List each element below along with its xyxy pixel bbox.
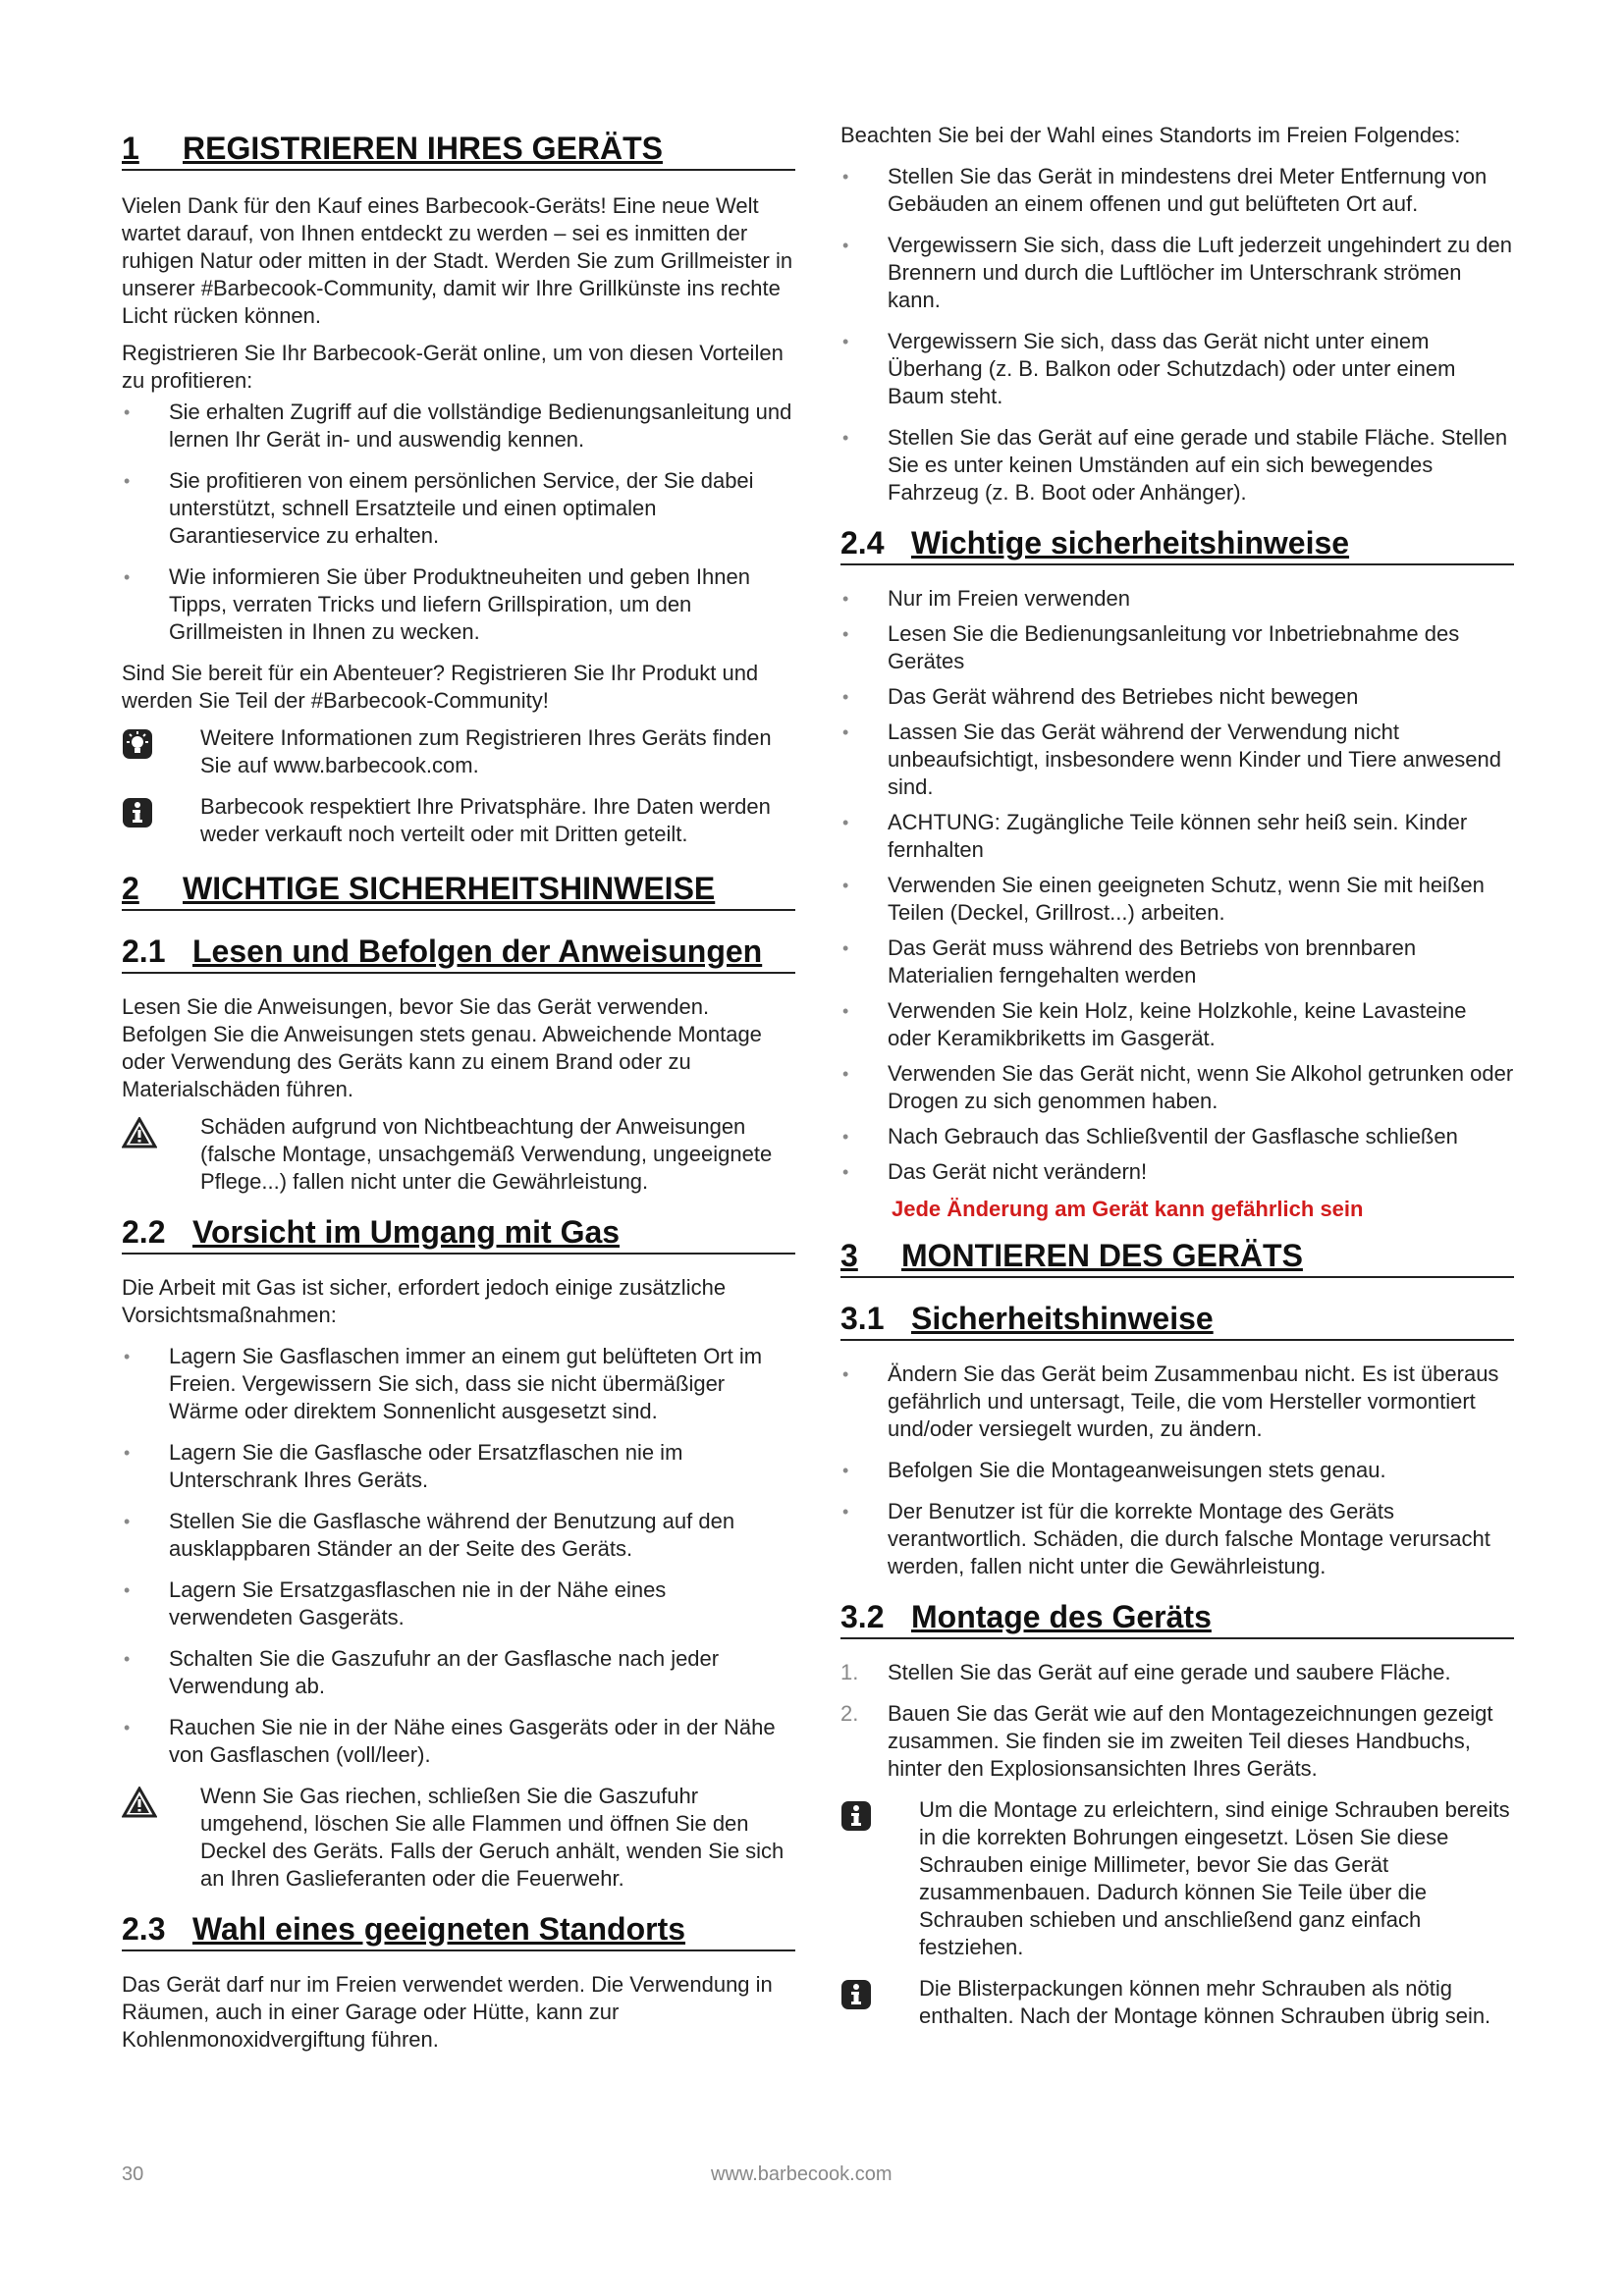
list-item: • Stellen Sie das Gerät in mindestens drei Meter Entfernung von Gebäuden an einem offenen und gut belüfteten Ort auf. bbox=[840, 163, 1514, 218]
list-item: • Ändern Sie das Gerät beim Zusammenbau nicht. Es ist überaus gefährlich und untersagt, Teile, die vom Hersteller vormontiert und/oder versiegelt wurden, zu ändern. bbox=[840, 1361, 1514, 1443]
list-item: • Verwenden Sie kein Holz, keine Holzkohle, keine Lavasteine oder Keramikbriketts im Gasgerät. bbox=[840, 997, 1514, 1052]
list-item: • Stellen Sie die Gasflasche während der Benutzung auf den ausklappbaren Ständer an der Seite des Geräts. bbox=[122, 1508, 795, 1563]
list-item: • Sie profitieren von einem persönlichen Service, der Sie dabei unterstützt, schnell Ersatzteile und einen optimalen Garantieservice zu erhalten. bbox=[122, 467, 795, 550]
info-icon bbox=[840, 1796, 919, 1961]
list-item: • Stellen Sie das Gerät auf eine gerade und stabile Fläche. Stellen Sie es unter keinen Umständen auf ein sich bewegendes Fahrzeug (z. B. Boot oder Anhänger). bbox=[840, 424, 1514, 507]
warning-icon bbox=[122, 1113, 200, 1196]
list-item: • Befolgen Sie die Montageanweisungen stets genau. bbox=[840, 1457, 1514, 1484]
list-item: • Das Gerät nicht verändern! bbox=[840, 1158, 1514, 1186]
location-list bbox=[840, 163, 1514, 507]
list-item: • Nur im Freien verwenden bbox=[840, 585, 1514, 613]
section-heading-2-2: 2.2 Vorsicht im Umgang mit Gas bbox=[122, 1213, 795, 1255]
info-icon bbox=[840, 1975, 919, 2030]
list-item: • Das Gerät muss während des Betriebs von brennbaren Materialien ferngehalten werden bbox=[840, 934, 1514, 989]
warning-note: Schäden aufgrund von Nichtbeachtung der Anweisungen (falsche Montage, unsachgemäß Verwendung, ungeeignete Pflege...) fallen nicht unter die Gewährleistung. bbox=[122, 1113, 795, 1196]
warning-icon bbox=[122, 1783, 200, 1893]
info-icon bbox=[122, 793, 200, 848]
lightbulb-icon bbox=[122, 724, 200, 779]
list-item: • Verwenden Sie einen geeigneten Schutz, wenn Sie mit heißen Teilen (Deckel, Grillrost...) arbeiten. bbox=[840, 872, 1514, 927]
list-item: 1. Stellen Sie das Gerät auf eine gerade und saubere Fläche. bbox=[840, 1660, 1451, 1684]
section-heading-3-2: 3.2 Montage des Geräts bbox=[840, 1598, 1514, 1639]
right-column bbox=[840, 122, 1514, 2044]
page-number: 30 bbox=[122, 2163, 144, 2185]
info-note: Um die Montage zu erleichtern, sind einige Schrauben bereits in die korrekten Bohrungen eingesetzt. Lösen Sie diese Schrauben einige Millimeter, bevor Sie das Gerät zusammenbauen. Dadurch können Sie Teile über die Schrauben schieben und anschließend ganz einfach festziehen. bbox=[840, 1796, 1514, 1961]
section-heading-2-4: 2.4 Wichtige sicherheitshinweise bbox=[840, 524, 1514, 565]
section-heading-2-3: 2.3 Wahl eines geeigneten Standorts bbox=[122, 1910, 795, 1951]
footer-url: www.barbecook.com bbox=[711, 2163, 893, 2185]
tip-note: Weitere Informationen zum Registrieren Ihres Geräts finden Sie auf www.barbecook.com. bbox=[122, 724, 795, 779]
left-column bbox=[122, 116, 795, 2063]
paragraph: Lesen Sie die Anweisungen, bevor Sie das Gerät verwenden. Befolgen Sie die Anweisungen stets genau. Abweichende Montage oder Verwendung des Geräts kann zu einem Brand oder zu Materialschäden führen. bbox=[122, 994, 762, 1101]
info-note: Die Blisterpackungen können mehr Schrauben als nötig enthalten. Nach der Montage können Schrauben übrig sein. bbox=[840, 1975, 1514, 2030]
info-note: Barbecook respektiert Ihre Privatsphäre. Ihre Daten werden weder verkauft noch verteilt oder mit Dritten geteilt. bbox=[122, 793, 795, 848]
paragraph: Die Arbeit mit Gas ist sicher, erfordert jedoch einige zusätzliche Vorsichtsmaßnahmen: bbox=[122, 1275, 727, 1327]
list-item: • Verwenden Sie das Gerät nicht, wenn Sie Alkohol getrunken oder Drogen zu sich genommen haben. bbox=[840, 1060, 1514, 1115]
list-item: • Nach Gebrauch das Schließventil der Gasflasche schließen bbox=[840, 1123, 1514, 1150]
list-item: • Sie erhalten Zugriff auf die vollständige Bedienungsanleitung und lernen Ihr Gerät in- und auswendig kennen. bbox=[122, 399, 795, 454]
list-item: • Wie informieren Sie über Produktneuheiten und geben Ihnen Tipps, verraten Tricks und liefern Grillspiration, um den Grillmeisten in Ihnen zu wecken. bbox=[122, 563, 795, 646]
paragraph: Sind Sie bereit für ein Abenteuer? Registrieren Sie Ihr Produkt und werden Sie Teil der #Barbecook-Community! bbox=[122, 661, 759, 713]
list-item: • Lesen Sie die Bedienungsanleitung vor Inbetriebnahme des Gerätes bbox=[840, 620, 1514, 675]
list-item: • Schalten Sie die Gaszufuhr an der Gasflasche nach jeder Verwendung ab. bbox=[122, 1645, 795, 1700]
list-item: 2. Bauen Sie das Gerät wie auf den Montagezeichnungen gezeigt zusammen. Sie finden sie im zweiten Teil dieses Handbuchs, hinter den Explosionsansichten Ihres Geräts. bbox=[840, 1701, 1493, 1781]
assembly-safety-list bbox=[840, 1361, 1514, 1580]
list-item: • Vergewissern Sie sich, dass das Gerät nicht unter einem Überhang (z. B. Balkon oder Schutzdach) oder unter einem Baum steht. bbox=[840, 328, 1514, 410]
gas-list bbox=[122, 1343, 795, 1769]
list-item: • Lagern Sie die Gasflasche oder Ersatzflaschen nie im Unterschrank Ihres Geräts. bbox=[122, 1439, 795, 1494]
list-item: • Das Gerät während des Betriebes nicht bewegen bbox=[840, 683, 1514, 711]
list-item: • ACHTUNG: Zugängliche Teile können sehr heiß sein. Kinder fernhalten bbox=[840, 809, 1514, 864]
paragraph: Das Gerät darf nur im Freien verwendet werden. Die Verwendung in Räumen, auch in einer Garage oder Hütte, kann zur Kohlenmonoxidvergiftung führen. bbox=[122, 1972, 773, 2052]
list-item: • Lagern Sie Ersatzgasflaschen nie in der Nähe eines verwendeten Gasgeräts. bbox=[122, 1576, 795, 1631]
list-item: • Rauchen Sie nie in der Nähe eines Gasgeräts oder in der Nähe von Gasflaschen (voll/leer). bbox=[122, 1714, 795, 1769]
paragraph: Vielen Dank für den Kauf eines Barbecook-Geräts! Eine neue Welt wartet darauf, von Ihnen entdeckt zu werden – sei es inmitten der ruhigen Natur oder mitten in der Stadt. Werden Sie zum Grillmeister in unserer #Barbecook-Community, damit wir Ihre Grillkünste ins rechte Licht rücken können. bbox=[122, 193, 793, 328]
safety-list bbox=[840, 585, 1514, 1186]
assembly-steps bbox=[840, 1659, 1514, 1783]
warning-note: Wenn Sie Gas riechen, schließen Sie die Gaszufuhr umgehend, löschen Sie alle Flammen und öffnen Sie den Deckel des Geräts. Falls der Geruch anhält, wenden Sie sich an Ihren Gaslieferanten oder die Feuerwehr. bbox=[122, 1783, 795, 1893]
section-heading-2-1: 2.1 Lesen und Befolgen der Anweisungen bbox=[122, 933, 795, 974]
section-heading-3: 3 MONTIEREN DES GERÄTS bbox=[840, 1237, 1514, 1278]
list-item: • Lassen Sie das Gerät während der Verwendung nicht unbeaufsichtigt, insbesondere wenn Kinder und Tiere anwesend sind. bbox=[840, 719, 1514, 801]
section-heading-1: 1 REGISTRIEREN IHRES GERÄTS bbox=[122, 130, 795, 171]
list-item: • Vergewissern Sie sich, dass die Luft jederzeit ungehindert zu den Brennern und durch die Luftlöcher im Unterschrank strömen kann. bbox=[840, 232, 1514, 314]
red-warning-text: Jede Änderung am Gerät kann gefährlich sein bbox=[892, 1197, 1364, 1221]
paragraph: Registrieren Sie Ihr Barbecook-Gerät online, um von diesen Vorteilen zu profitieren: bbox=[122, 341, 784, 393]
benefits-list bbox=[122, 399, 795, 646]
section-heading-3-1: 3.1 Sicherheitshinweise bbox=[840, 1300, 1514, 1341]
section-heading-2: 2 WICHTIGE SICHERHEITSHINWEISE bbox=[122, 870, 795, 911]
paragraph: Beachten Sie bei der Wahl eines Standorts im Freien Folgendes: bbox=[840, 123, 1461, 147]
list-item: • Der Benutzer ist für die korrekte Montage des Geräts verantwortlich. Schäden, die durch falsche Montage verursacht werden, fallen nicht unter die Gewährleistung. bbox=[840, 1498, 1514, 1580]
list-item: • Lagern Sie Gasflaschen immer an einem gut belüfteten Ort im Freien. Vergewissern Sie sich, dass sie nicht übermäßiger Wärme oder direktem Sonnenlicht ausgesetzt sind. bbox=[122, 1343, 795, 1425]
